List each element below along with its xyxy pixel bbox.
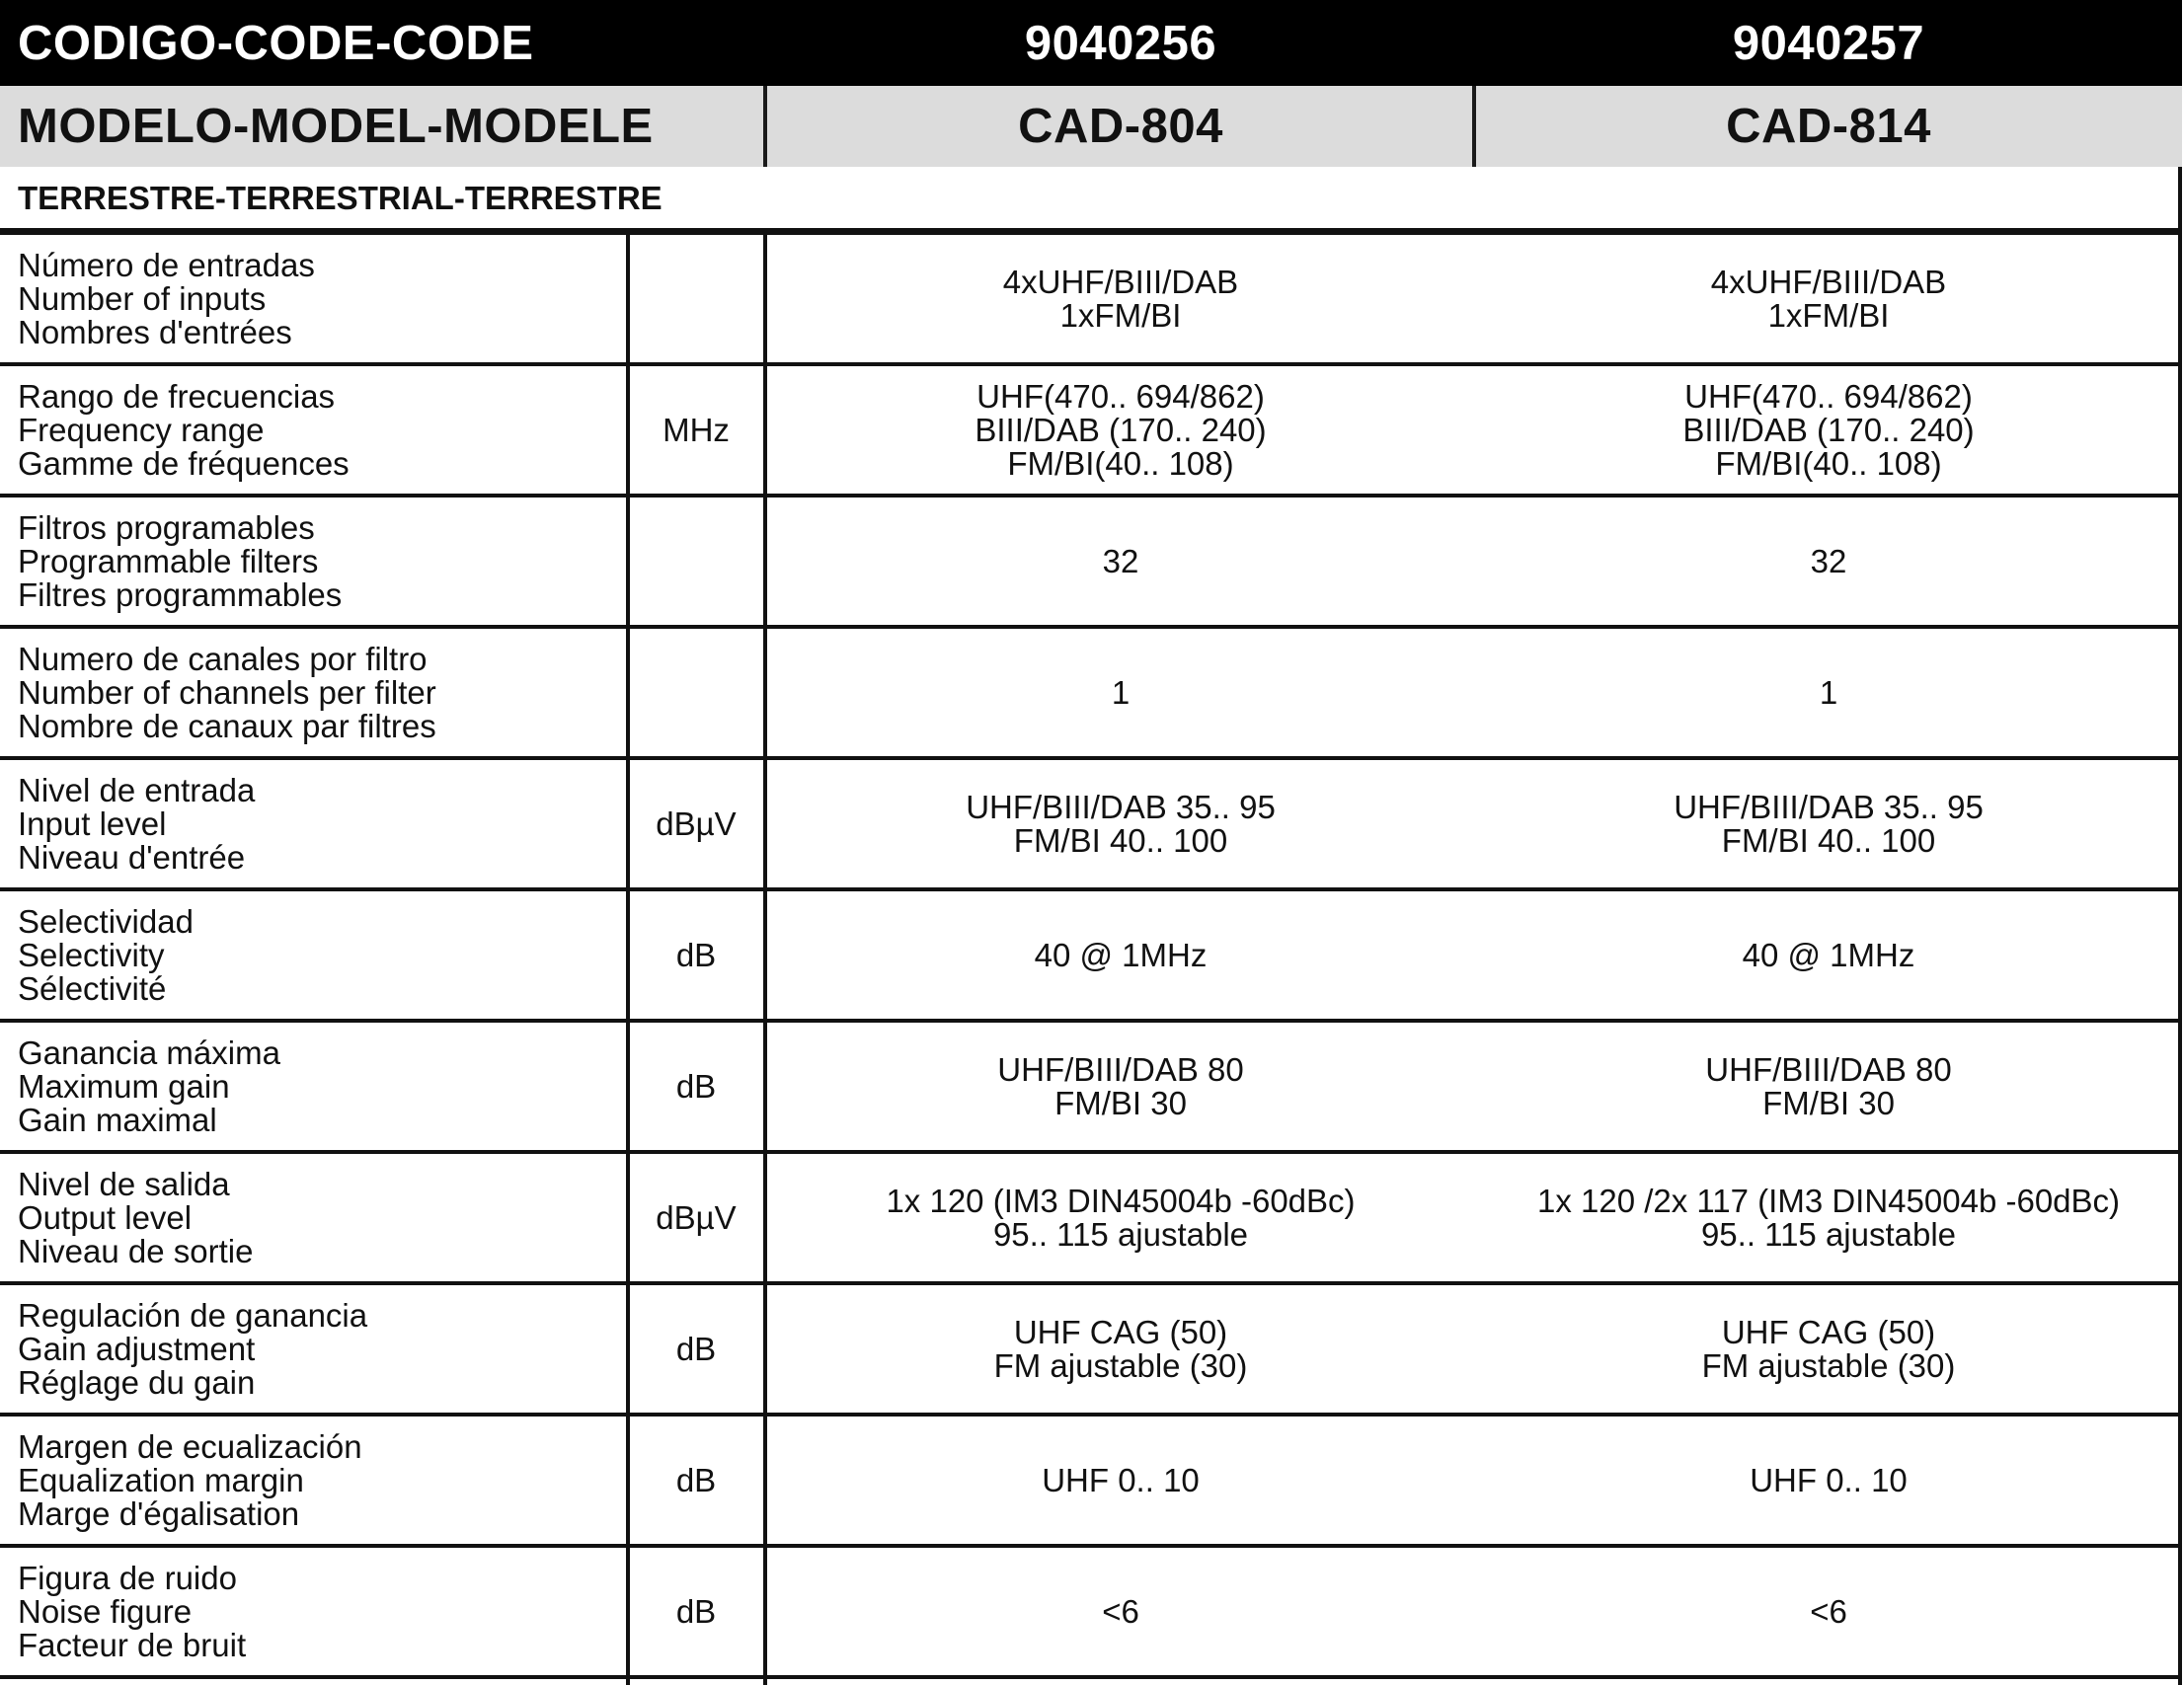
parameter-label-line: Filtros programables: [18, 508, 315, 546]
table-row: [0, 366, 2182, 498]
parameter-label: [18, 891, 194, 1019]
unit-value: MHz: [663, 411, 730, 448]
value-cad-814: [1475, 891, 2182, 1019]
value-cad-804-line: UHF(470.. 694/862): [976, 377, 1265, 415]
value-cad-814: [1475, 235, 2182, 362]
unit-value: dBµV: [656, 804, 737, 842]
parameter-label-line: Nivel de salida: [18, 1165, 230, 1202]
unit-value: dB: [675, 1461, 717, 1498]
parameter-label-line: Input level: [18, 804, 167, 842]
code-cad-814: 9040257: [1732, 16, 1925, 70]
value-cad-804-line: 4xUHF/BIII/DAB: [1002, 263, 1239, 300]
parameter-label-line: Réglage du gain: [18, 1363, 256, 1401]
value-cad-814-line: UHF/BIII/DAB 80: [1705, 1050, 1952, 1088]
unit-value: dBµV: [656, 1198, 737, 1236]
table-row: [0, 891, 2182, 1023]
value-cad-814-line: 1xFM/BI: [1767, 296, 1890, 334]
unit-value: dB: [675, 1330, 717, 1367]
parameter-label-line: Output level: [18, 1198, 193, 1236]
value-cad-804-line: 40 @ 1MHz: [1034, 936, 1208, 973]
table-row: [0, 1548, 2182, 1679]
parameter-label: [18, 1285, 367, 1413]
value-cad-814: [1475, 1417, 2182, 1544]
value-cad-814: [1475, 1023, 2182, 1150]
unit-cell: [629, 235, 763, 362]
value-cad-804-line: 1xFM/BI: [1059, 296, 1182, 334]
parameter-label: [18, 1417, 362, 1544]
unit-cell: [629, 760, 763, 887]
value-cad-804: [766, 366, 1475, 494]
value-cad-804-line: UHF 0.. 10: [1042, 1461, 1200, 1498]
value-cad-814-line: 1x 120 /2x 117 (IM3 DIN45004b -60dBc): [1536, 1182, 2121, 1219]
parameter-label-line: Facteur de bruit: [18, 1626, 247, 1663]
unit-cell: [629, 1548, 763, 1675]
value-cad-804-line: FM/BI 40.. 100: [1013, 821, 1228, 859]
parameter-label: [18, 235, 315, 362]
code-header-row: [0, 0, 2182, 86]
unit-cell: [629, 891, 763, 1019]
value-cad-804: [766, 1417, 1475, 1544]
value-cad-804: [766, 1548, 1475, 1675]
parameter-label-line: Nombres d'entrées: [18, 313, 292, 350]
value-cad-814-line: FM/BI(40.. 108): [1715, 444, 1942, 482]
value-cad-804-line: UHF/BIII/DAB 80: [997, 1050, 1244, 1088]
parameter-label-line: Nivel de entrada: [18, 771, 256, 808]
parameter-label-line: Marge d'égalisation: [18, 1494, 300, 1532]
value-cad-804-line: <6: [1102, 1592, 1139, 1630]
value-cad-804: [766, 891, 1475, 1019]
value-cad-814-line: BIII/DAB (170.. 240): [1682, 411, 1975, 448]
parameter-label-line: Niveau de sortie: [18, 1232, 254, 1269]
value-cad-804: [766, 1154, 1475, 1281]
value-cad-814-line: FM ajustable (30): [1701, 1346, 1956, 1384]
model-label: MODELO-MODEL-MODELE: [18, 100, 654, 153]
code-label: CODIGO-CODE-CODE: [18, 16, 534, 70]
value-cad-804: [766, 760, 1475, 887]
parameter-label-line: Equalization margin: [18, 1461, 304, 1498]
code-cad-804: 9040256: [1024, 16, 1217, 70]
model-cad-814: CAD-814: [1726, 100, 1931, 153]
value-cad-814: [1475, 1285, 2182, 1413]
model-header-row: [0, 86, 2182, 167]
parameter-label-line: Filtres programmables: [18, 575, 343, 613]
parameter-label-line: Figura de ruido: [18, 1559, 237, 1596]
table-row: [0, 498, 2182, 629]
parameter-label-line: Ganancia máxima: [18, 1034, 280, 1071]
value-cad-814: [1475, 1548, 2182, 1675]
model-cad-804: CAD-804: [1018, 100, 1223, 153]
parameter-label-line: Margen de ecualización: [18, 1427, 362, 1465]
value-cad-804-line: BIII/DAB (170.. 240): [975, 411, 1267, 448]
value-cad-804-line: 32: [1102, 542, 1139, 579]
value-cad-804-line: 95.. 115 ajustable: [992, 1215, 1249, 1253]
value-cad-804-line: 1x 120 (IM3 DIN45004b -60dBc): [886, 1182, 1356, 1219]
value-cad-814-line: 1: [1819, 673, 1838, 711]
value-cad-804-line: FM/BI(40.. 108): [1007, 444, 1234, 482]
value-cad-814-line: <6: [1810, 1592, 1847, 1630]
parameter-label-line: Number of channels per filter: [18, 673, 436, 711]
value-cad-804: [766, 1285, 1475, 1413]
value-cad-814-line: FM/BI 30: [1762, 1084, 1895, 1121]
table-right-border: [2178, 167, 2182, 1685]
parameter-label-line: Sélectivité: [18, 969, 167, 1007]
parameter-label-line: Selectivity: [18, 936, 165, 973]
parameter-label-line: Frequency range: [18, 411, 265, 448]
parameter-label: [18, 1154, 253, 1281]
parameter-label: [18, 498, 342, 625]
value-cad-804-line: FM/BI 30: [1054, 1084, 1187, 1121]
unit-cell: [629, 498, 763, 625]
value-cad-804: [766, 498, 1475, 625]
section-title: TERRESTRE-TERRESTRIAL-TERRESTRE: [18, 180, 663, 216]
value-cad-814-line: 95.. 115 ajustable: [1700, 1215, 1957, 1253]
value-cad-804-line: 1: [1111, 673, 1131, 711]
section-rule: [0, 228, 2182, 235]
table-row: [0, 235, 2182, 366]
value-cad-814: [1475, 366, 2182, 494]
parameter-label-line: Selectividad: [18, 902, 194, 940]
parameter-label-line: Programmable filters: [18, 542, 319, 579]
unit-cell: [629, 629, 763, 756]
value-cad-804: [766, 1023, 1475, 1150]
value-cad-804: [766, 629, 1475, 756]
section-header: [0, 167, 2182, 230]
value-cad-804-line: FM ajustable (30): [993, 1346, 1248, 1384]
parameter-label-line: Noise figure: [18, 1592, 193, 1630]
model-divider: [763, 86, 767, 167]
column-divider: [763, 235, 767, 1685]
unit-cell: [629, 1154, 763, 1281]
value-cad-814: [1475, 760, 2182, 887]
unit-value: dB: [675, 1067, 717, 1105]
parameter-label: [18, 366, 350, 494]
unit-value: dB: [675, 936, 717, 973]
value-cad-814: [1475, 629, 2182, 756]
value-cad-814: [1475, 498, 2182, 625]
parameter-label-line: Gamme de fréquences: [18, 444, 350, 482]
parameter-label: [18, 1548, 246, 1675]
parameter-label-line: Nombre de canaux par filtres: [18, 707, 436, 744]
value-cad-804-line: UHF/BIII/DAB 35.. 95: [966, 788, 1276, 825]
parameter-label-line: Número de entradas: [18, 246, 315, 283]
table-row: [0, 1417, 2182, 1548]
unit-cell: [629, 1023, 763, 1150]
parameter-label-line: Gain adjustment: [18, 1330, 256, 1367]
value-cad-814-line: FM/BI 40.. 100: [1721, 821, 1936, 859]
parameter-label: [18, 760, 255, 887]
unit-cell: [629, 366, 763, 494]
table-row: [0, 1023, 2182, 1154]
table-row: [0, 760, 2182, 891]
parameter-label: [18, 1023, 280, 1150]
parameter-label-line: Maximum gain: [18, 1067, 230, 1105]
model-divider: [1472, 86, 1476, 167]
value-cad-814: [1475, 1154, 2182, 1281]
table-row: [0, 1154, 2182, 1285]
unit-cell: [629, 1417, 763, 1544]
value-cad-814-line: UHF 0.. 10: [1750, 1461, 1908, 1498]
parameter-label-line: Gain maximal: [18, 1101, 217, 1138]
unit-cell: [629, 1285, 763, 1413]
table-row: [0, 1285, 2182, 1417]
parameter-label-line: Niveau d'entrée: [18, 838, 246, 876]
column-divider: [626, 235, 630, 1685]
value-cad-814-line: 40 @ 1MHz: [1742, 936, 1915, 973]
parameter-label-line: Numero de canales por filtro: [18, 640, 428, 677]
value-cad-814-line: UHF/BIII/DAB 35.. 95: [1674, 788, 1984, 825]
parameter-label-line: Rango de frecuencias: [18, 377, 336, 415]
parameter-label-line: Regulación de ganancia: [18, 1296, 368, 1334]
value-cad-814-line: 32: [1810, 542, 1847, 579]
value-cad-804: [766, 235, 1475, 362]
value-cad-804-line: UHF CAG (50): [1013, 1313, 1228, 1350]
parameter-label: [18, 629, 436, 756]
parameter-label-line: Number of inputs: [18, 279, 267, 317]
value-cad-814-line: UHF CAG (50): [1721, 1313, 1936, 1350]
value-cad-814-line: 4xUHF/BIII/DAB: [1710, 263, 1947, 300]
unit-value: dB: [675, 1592, 717, 1630]
table-row: [0, 629, 2182, 760]
value-cad-814-line: UHF(470.. 694/862): [1684, 377, 1973, 415]
